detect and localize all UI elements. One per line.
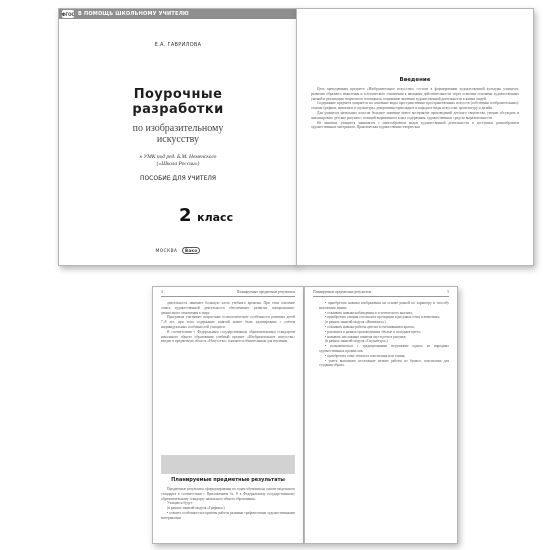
fgos-logo: ФГОС (61, 11, 75, 17)
list-item: • осваивать навыки наблюдения и эстетического анализа; (325, 310, 413, 315)
paragraph: Не занятиях учащиеся знакомятся с многообразием видов художественной деятельности и доступных разнообразием художественных материалов. Практическая художественно-творческая (311, 120, 519, 130)
list-item: (в рамках занятий модуля «Скульптура») (325, 339, 388, 344)
list-item: • уметь выполнять несложные мелкие работы из бумаги, пластилина для создания образа. (319, 358, 449, 368)
umk-note (59, 154, 297, 168)
list-item: (в рамках занятий модуля «Живопись») (325, 320, 386, 325)
highlight-box (161, 455, 295, 474)
paragraph: Программа учитывает возрастные психологические особенности развития детей 7–8 лет, при этом содержание занятий может быть адаптировано с учётом индивидуальных особенностей учащихся. (161, 315, 295, 329)
paragraph: Для учащихся начальных классов большое значение имеет восприятие произведений детского творчества, умение обсуждать и анализировать детские рисунки с позиций выраженного в них содержания, художественных средств выразительности. (311, 110, 519, 120)
page-number: 5 (447, 290, 449, 294)
paragraph: Цель преподавания предмета «Изобразительное искусство» состоит в формировании художественной культуры учащихся, развитии образного мышления и эстетического отношения к явлениям действительности через освоение основами художественных умений и реализации творческого потенциала, понимание значения художественной деятельности в жизни людей. (311, 87, 519, 101)
guide-label: ПОСОБИЕ ДЛЯ УЧИТЕЛЯ (139, 175, 217, 182)
page-text (161, 301, 295, 344)
umk-line: («Школа России») (156, 161, 200, 167)
subtitle-line: искусству (156, 134, 200, 145)
list-item: • различать в разных произведениях тёплые и холодные цвета; (325, 329, 421, 334)
introduction-page (296, 8, 534, 266)
paragraph: В соответствии с Федеральным государственным образовательным стандартом начального общего образования учебный предмет «Изобразительное искусство» входит в предметную область «Искусство» и является обязательным для изучения. (161, 329, 295, 344)
list-item: • приобретать навыки изображения на основе разной по характеру и способу наложения линии; (319, 301, 449, 310)
results-text (161, 487, 295, 521)
page-5 (304, 286, 458, 544)
running-head-title: Планируемые предметные результаты (236, 290, 295, 294)
list-item: • называть несложные понятия части речи в рисунке; (325, 334, 407, 339)
paragraph: Учащиеся будут: (167, 501, 193, 506)
introduction-heading: Введение (399, 77, 431, 83)
book-title (59, 87, 297, 117)
series-name: В ПОМОЩЬ ШКОЛЬНОМУ УЧИТЕЛЮ (78, 11, 190, 17)
paragraph: Предметные результаты сформулированы по годам обучения на основе модельного стандарта в соответствии с Приложением № 8 к Федеральному государственному образовательному стандарту начального общего образования. (161, 487, 295, 501)
paragraph: (в рамках занятий модуля «Графика») (167, 506, 225, 511)
title-line: Поурочные (133, 87, 223, 102)
results-list (313, 301, 449, 368)
book-subtitle (59, 123, 297, 145)
list-item: • приобретать опыт лепки из пластилина или глины; (325, 353, 406, 358)
introduction-text (311, 87, 519, 130)
publisher-city: МОСКВА (155, 249, 178, 254)
cover-page (58, 8, 298, 266)
running-head-title: Планируемые предметные результаты (313, 290, 372, 294)
list-item: • осваивать навыки работы цветом и смешиванием красок; (325, 324, 415, 329)
page-4 (152, 286, 304, 544)
paragraph: Содержание предмета опирается на основные виды пространственно-пространственных искусств (собственно изобразительных): основы графики, живописи и скульптуры, декоративно-прикладное и народное виды искусства, архитектуру и дизайн. (311, 101, 519, 111)
grade-label (179, 205, 233, 226)
author-name: Е.А. ГАВРИЛОВА (154, 42, 202, 48)
grade-word: класс (197, 211, 234, 224)
series-bar (59, 9, 297, 19)
list-item: • познакомиться с традиционными игрушками одного из народных художественных промыслов; (319, 344, 449, 353)
page-number: 4 (161, 290, 163, 294)
running-head (161, 290, 295, 297)
running-head (313, 290, 449, 297)
list-item: • приобретать умения соотносить пропорции в рисунках птиц и животных; (325, 315, 441, 320)
subtitle-line: по изобразительному (132, 123, 224, 134)
title-line: разработки (132, 102, 224, 117)
grade-number: 2 (179, 205, 192, 226)
paragraph: • освоить особенности и приёмы работы разными графическими художественными материалами (161, 510, 296, 520)
results-heading: Планируемые предметные результаты (171, 477, 285, 483)
umk-line: к УМК под ред. Б.М. Неменского (139, 154, 217, 160)
paragraph: деятельность занимает большую часть учебного времени. При этом освоение опыта художественной деятельности обеспечивает развитие эмоционально-ценностного отношения к миру. (161, 301, 295, 315)
publisher-logo: Вако (182, 247, 200, 254)
publisher-line (59, 247, 297, 254)
